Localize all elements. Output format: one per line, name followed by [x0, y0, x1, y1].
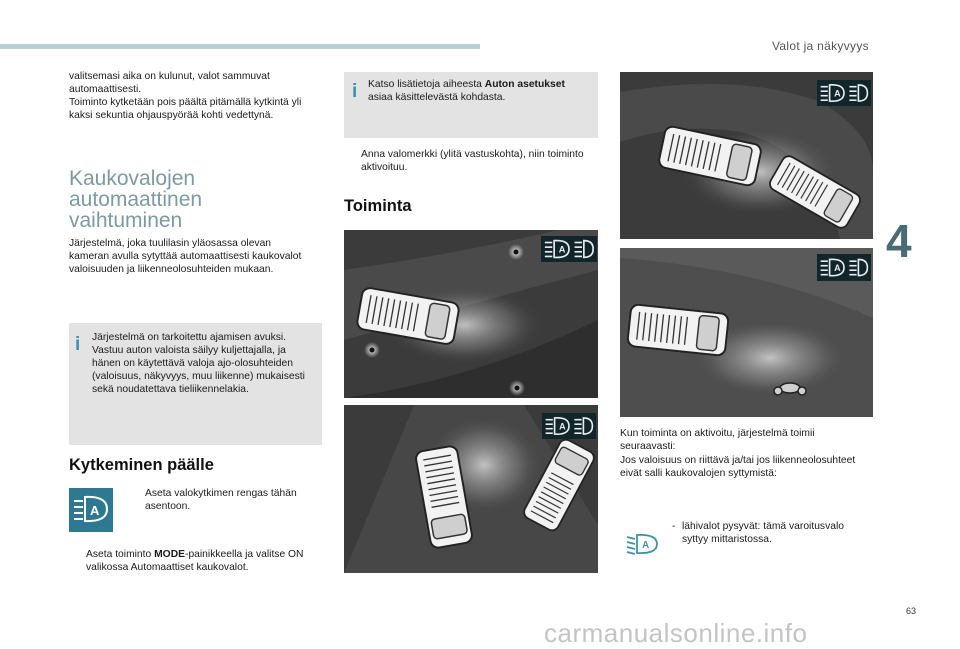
info-text: sekä noudatettava tieliikennelakia.: [92, 384, 249, 395]
list-item-text: syttyy mittaristossa.: [682, 534, 772, 545]
info-icon: i: [75, 334, 81, 355]
auto-high-beam-icon: [817, 254, 871, 281]
step-text: asentoon.: [145, 501, 191, 512]
illustration-oncoming-vehicle: [344, 405, 598, 573]
operation-text: eivät salli kaukovalojen syttymistä:: [620, 468, 777, 479]
intro-text: valitsemasi aika on kulunut, valot sammuvat: [69, 71, 270, 82]
heading-line: vaihtuminen: [69, 209, 183, 232]
step-text: [86, 549, 303, 562]
svg-text:A: A: [90, 503, 100, 518]
info-text: Vastuu auton valoista säilyy kuljettajalla, ja: [92, 345, 286, 356]
heading-line: automaattinen: [69, 188, 203, 211]
info-text: (valoisuus, näkyvyys, muu liikenne) mukaisesti: [92, 371, 305, 382]
step-text-part: Aseta toiminto: [86, 549, 155, 560]
auto-high-beam-icon: [541, 236, 597, 262]
auto-high-beam-icon: [817, 80, 871, 106]
info-text: hänen on käytettävä valoja ajo-olosuhteiden: [92, 358, 293, 369]
description-text: kameran avulla sytyttää automaattisesti kaukovalot: [69, 251, 302, 262]
step-text: Anna valomerkki (ylitä vastuskohta), niin toiminto: [361, 149, 584, 160]
illustration-oncoming-lights: [344, 230, 598, 398]
svg-text:A: A: [642, 540, 650, 551]
section-title: Valot ja näkyvyys: [772, 39, 869, 53]
mode-label: MODE: [154, 549, 186, 560]
operation-text: seuraavasti:: [620, 441, 676, 452]
operation-text: Kun toiminta on aktivoitu, järjestelmä toimii: [620, 428, 815, 439]
section-heading: [69, 168, 202, 231]
intro-text: Toiminto kytketään pois päältä pitämällä kytkintä yli: [69, 97, 302, 108]
watermark: carmanualsonline.info: [544, 618, 808, 648]
page-number: 63: [906, 606, 917, 616]
heading-line: Kaukovalojen: [69, 167, 196, 190]
description-text: Järjestelmä, joka tuulilasin yläosassa olevan: [69, 238, 272, 249]
intro-text: automaattisesti.: [69, 84, 142, 95]
subheading: Kytkeminen päälle: [69, 456, 214, 474]
intro-text: kaksi sekuntia ohjauspyörää kohti vedettynä.: [69, 110, 274, 121]
info-text: [368, 79, 565, 92]
info-icon: i: [352, 81, 358, 102]
step-text: Aseta valokytkimen rengas tähän: [145, 488, 297, 499]
list-dash: -: [672, 521, 676, 532]
header-bar: [0, 44, 480, 49]
auto-high-beam-icon: [69, 488, 113, 532]
info-box: [344, 72, 598, 138]
illustration-lit-area: [620, 248, 873, 417]
info-text: asiaa käsittelevästä kohdasta.: [368, 92, 506, 103]
step-text-part: -painikkeella ja valitse ON: [185, 549, 304, 560]
step-text: valikossa Automaattiset kaukovalot.: [86, 562, 249, 573]
info-link-text: Auton asetukset: [484, 79, 565, 90]
description-text: valoisuuden ja liikenneolosuhteiden mukaan.: [69, 264, 274, 275]
auto-high-beam-icon: [542, 413, 596, 439]
step-text: aktivoituu.: [361, 162, 408, 173]
operation-text: Jos valoisuus on riittävä ja/tai jos liikenneolosuhteet: [620, 455, 856, 466]
subheading: Toiminta: [344, 197, 412, 215]
info-text-part: Katso lisätietoja aiheesta: [368, 79, 485, 90]
info-text: Järjestelmä on tarkoitettu ajamisen avuksi.: [92, 332, 287, 343]
chapter-number: 4: [886, 215, 912, 267]
list-item-text: lähivalot pysyvät: tämä varoitusvalo: [682, 521, 844, 532]
info-box: [69, 323, 322, 445]
low-beam-auto-icon: [624, 530, 660, 556]
illustration-vehicle-ahead: [620, 72, 873, 239]
